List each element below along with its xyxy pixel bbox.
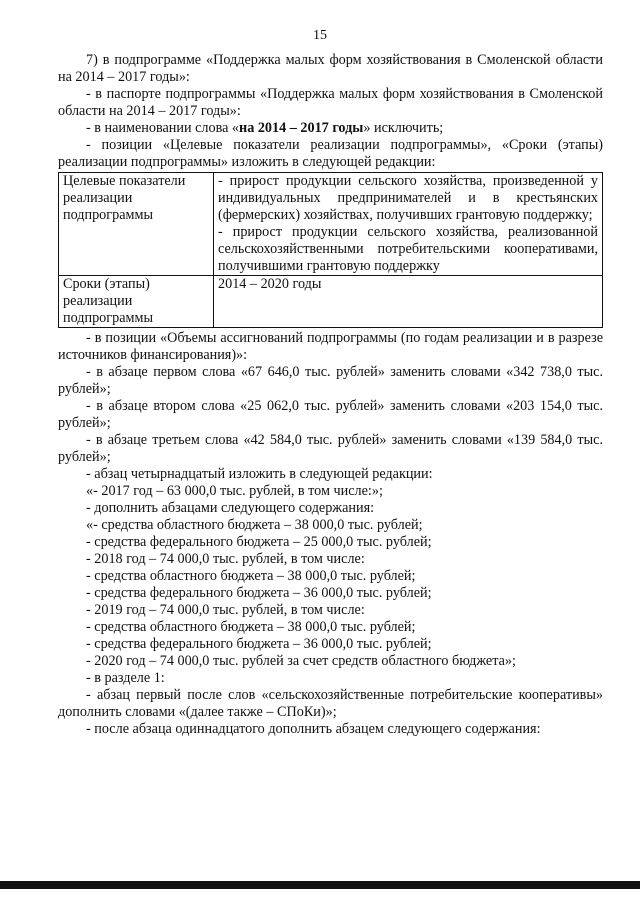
paragraph-first-abzac: - абзац первый после слов «сельскохозяйственные потребительские кооперативы» дополнить словами «(далее также – СПоКи)»; bbox=[58, 687, 603, 720]
table-cell-label: Сроки (этапы) реализации подпрограммы bbox=[59, 276, 214, 328]
table-cell-label: Целевые показатели реализации подпрограммы bbox=[59, 173, 214, 276]
paragraph-2019-regional: - средства областного бюджета – 38 000,0 тыс. рублей; bbox=[86, 619, 416, 635]
table-row bbox=[59, 173, 603, 276]
paragraph-2018-regional: - средства областного бюджета – 38 000,0 тыс. рублей; bbox=[86, 568, 416, 584]
paragraph-2017-federal: - средства федерального бюджета – 25 000,0 тыс. рублей; bbox=[86, 534, 432, 550]
paragraph-passport: - в паспорте подпрограммы «Поддержка малых форм хозяйствования в Смоленской области на 2014 – 2017 годы»: bbox=[58, 86, 603, 119]
paragraph-abzac-14: - абзац четырнадцатый изложить в следующей редакции: bbox=[86, 466, 433, 482]
paragraph-2020: - 2020 год – 74 000,0 тыс. рублей за счет средств областного бюджета»; bbox=[86, 653, 516, 669]
paragraph-2018: - 2018 год – 74 000,0 тыс. рублей, в том числе: bbox=[86, 551, 365, 567]
page-number: 15 bbox=[313, 28, 327, 43]
table-value-line: 2014 – 2020 годы bbox=[218, 276, 322, 292]
paragraph-2019-federal: - средства федерального бюджета – 36 000,0 тыс. рублей; bbox=[86, 636, 432, 652]
paragraph-allocations: - в позиции «Объемы ассигнований подпрограммы (по годам реализации и в разрезе источников финансирования)»: bbox=[58, 330, 603, 363]
table-value-line: - прирост продукции сельского хозяйства, произведенной у индивидуальных предпринимателей и в крестьянских (фермерских) хозяйствах, получивших грантовую поддержку; bbox=[218, 173, 598, 223]
paragraph-2019: - 2019 год – 74 000,0 тыс. рублей, в том числе: bbox=[86, 602, 365, 618]
paragraph-title-change bbox=[58, 120, 603, 137]
paragraph-section-1: - в разделе 1: bbox=[86, 670, 165, 686]
paragraph-after-eleventh: - после абзаца одиннадцатого дополнить абзацем следующего содержания: bbox=[86, 721, 541, 737]
table-value-line: - прирост продукции сельского хозяйства, реализованной сельскохозяйственными потребительскими кооперативами, получившими грантовую поддержку bbox=[218, 224, 598, 274]
table-cell-value bbox=[214, 173, 603, 276]
document-body bbox=[58, 52, 603, 738]
table-row bbox=[59, 276, 603, 328]
paragraph-2017-regional: «- средства областного бюджета – 38 000,0 тыс. рублей; bbox=[86, 517, 423, 533]
paragraph-abzac-3: - в абзаце третьем слова «42 584,0 тыс. рублей» заменить словами «139 584,0 тыс. рублей»; bbox=[58, 432, 603, 465]
paragraph-subprogram-intro: 7) в подпрограмме «Поддержка малых форм хозяйствования в Смоленской области на 2014 – 2017 годы»: bbox=[58, 52, 603, 85]
paragraph-title-change-post: » исключить; bbox=[363, 120, 444, 136]
table-cell-value bbox=[214, 276, 603, 328]
paragraph-2017: «- 2017 год – 63 000,0 тыс. рублей, в том числе:»; bbox=[86, 483, 383, 499]
paragraph-abzac-2: - в абзаце втором слова «25 062,0 тыс. рублей» заменить словами «203 154,0 тыс. рублей»; bbox=[58, 398, 603, 431]
paragraph-add: - дополнить абзацами следующего содержания: bbox=[86, 500, 375, 516]
paragraph-positions: - позиции «Целевые показатели реализации подпрограммы», «Сроки (этапы) реализации подпрограммы» изложить в следующей редакции: bbox=[58, 137, 603, 170]
paragraph-abzac-1: - в абзаце первом слова «67 646,0 тыс. рублей» заменить словами «342 738,0 тыс. рублей»; bbox=[58, 364, 603, 397]
paragraph-title-change-bold: на 2014 – 2017 годы bbox=[239, 120, 364, 136]
paragraph-title-change-pre: - в наименовании слова « bbox=[86, 120, 240, 136]
paragraph-2018-federal: - средства федерального бюджета – 36 000,0 тыс. рублей; bbox=[86, 585, 432, 601]
parameters-table bbox=[58, 172, 603, 328]
scan-bottom-bar bbox=[0, 881, 640, 889]
